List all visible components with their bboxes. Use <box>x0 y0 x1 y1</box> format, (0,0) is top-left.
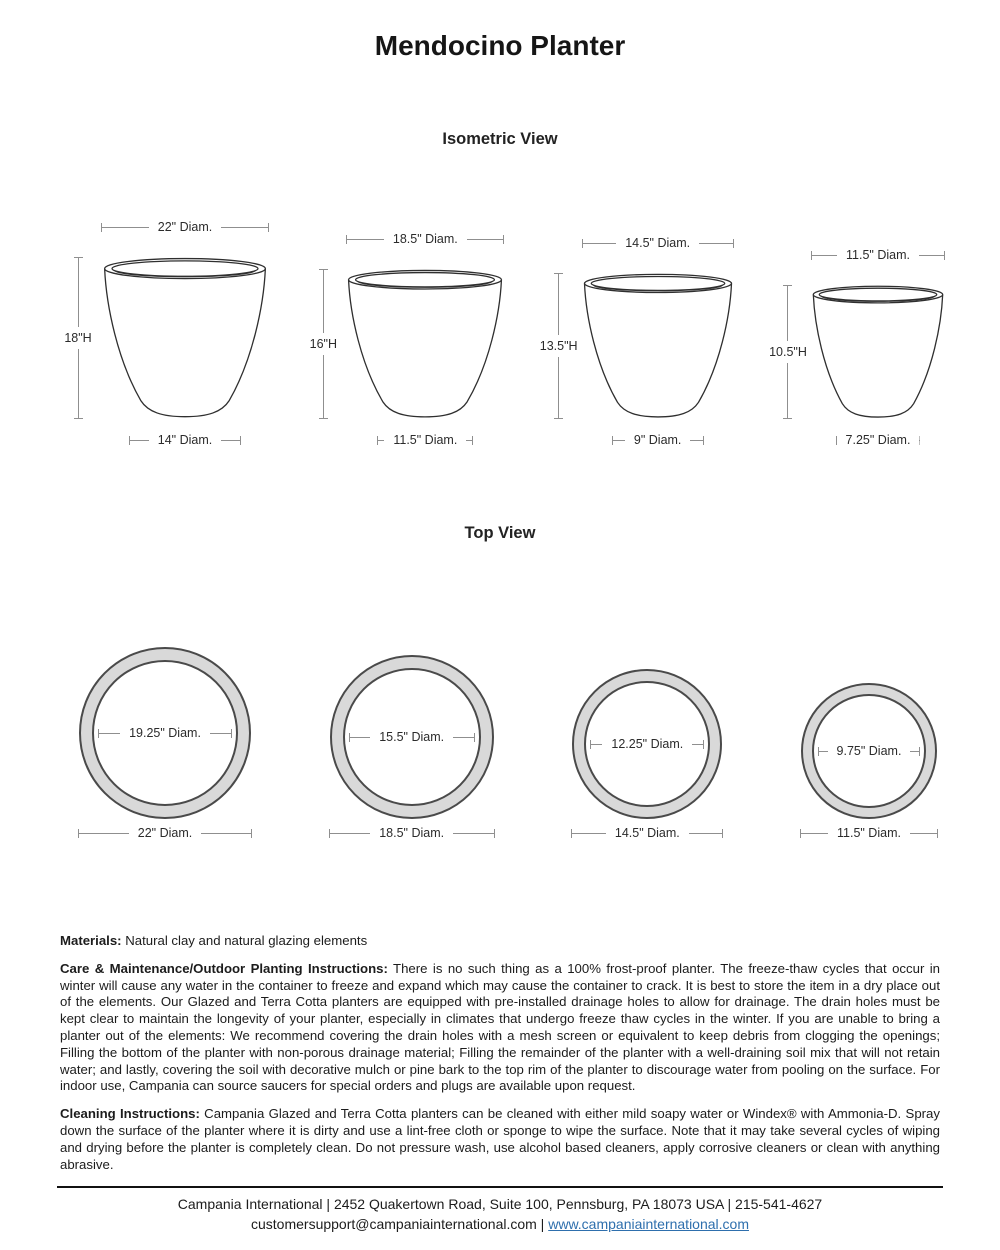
height-dimension <box>300 269 346 419</box>
planter-drawing <box>347 269 503 419</box>
ring-outer <box>79 647 251 819</box>
footer-address-line: Campania International | 2452 Quakertown Road, Suite 100, Pennsburg, PA 18073 USA | 215-541-4627 <box>177 1196 823 1213</box>
top-diameter-dimension <box>582 235 734 251</box>
ring-figure-22in <box>78 647 252 841</box>
planter-figure-18in <box>300 231 504 448</box>
cleaning-label: Cleaning Instructions: <box>60 1106 200 1122</box>
bottom-diameter-label: 7.25" Diam. <box>845 432 911 447</box>
inner-diameter-label: 19.25" Diam. <box>129 725 201 740</box>
planter-drawing <box>583 273 733 419</box>
height-dimension <box>55 257 101 419</box>
height-dimension <box>765 285 811 419</box>
ring-figure-14in <box>571 669 723 841</box>
top-diameter-dimension <box>811 247 945 263</box>
top-view-row <box>0 647 1000 841</box>
instructions-section <box>60 933 940 1173</box>
height-label: 16"H <box>309 336 338 351</box>
page-title: Mendocino Planter <box>374 30 626 61</box>
pot-body <box>105 269 266 417</box>
planter-figure-14in <box>536 235 734 448</box>
outer-diameter-label: 22" Diam. <box>137 825 193 840</box>
height-label: 10.5"H <box>769 344 807 359</box>
isometric-view-row <box>0 219 1000 448</box>
top-diameter-label: 11.5" Diam. <box>846 247 910 262</box>
outer-diameter-label: 18.5" Diam. <box>379 825 445 840</box>
bottom-diameter-dimension <box>129 432 241 448</box>
outer-diameter-label: 11.5" Diam. <box>837 825 901 840</box>
top-diameter-dimension <box>101 219 269 235</box>
care-label: Care & Maintenance/Outdoor Planting Instructions: <box>60 960 388 976</box>
bottom-diameter-dimension <box>377 432 473 448</box>
ring-outer <box>572 669 722 819</box>
planter-drawing <box>103 257 267 419</box>
ring-figure-11in <box>800 683 938 841</box>
planter-drawing <box>812 285 944 419</box>
care-paragraph <box>60 961 940 1095</box>
footer-contact-line <box>0 1215 1000 1235</box>
bottom-diameter-dimension <box>836 432 920 448</box>
planter-figure-22in <box>55 219 269 448</box>
inner-diameter-dimension <box>590 736 704 752</box>
footer <box>0 1195 1000 1234</box>
height-dimension <box>536 273 582 419</box>
section-heading-top-view: Top View <box>464 524 536 542</box>
outer-diameter-dimension <box>329 825 495 841</box>
section-heading-isometric: Isometric View <box>442 130 558 148</box>
outer-diameter-dimension <box>78 825 252 841</box>
ring-outer <box>330 655 494 819</box>
top-diameter-label: 18.5" Diam. <box>392 231 458 246</box>
materials-label: Materials: <box>60 933 122 948</box>
cleaning-text: Campania Glazed and Terra Cotta planters can be cleaned with either mild soapy water or Windex® with Ammonia-D. Spray down the surface of the planter where it is dirty and use a lint-free cloth or sponge to wipe the surface. Note that it may take several cycles of wiping and drying before the planter is completely clean. Do not pressure wash, use alcohol based cleaners, apply corrosive cleaners or clean with anything abrasive. <box>60 1106 940 1172</box>
outer-diameter-label: 14.5" Diam. <box>614 825 680 840</box>
outer-diameter-dimension <box>571 825 723 841</box>
footer-email: customersupport@campaniainternational.com <box>251 1215 537 1232</box>
ring-figure-18in <box>329 655 495 841</box>
pot-rim-inner <box>112 261 258 276</box>
materials-paragraph <box>60 933 940 950</box>
bottom-diameter-label: 9" Diam. <box>633 432 682 447</box>
inner-diameter-label: 15.5" Diam. <box>379 729 445 744</box>
materials-text: Natural clay and natural glazing elements <box>125 933 368 948</box>
height-label: 18"H <box>64 330 92 345</box>
cleaning-paragraph <box>60 1106 940 1173</box>
footer-rule <box>57 1186 943 1188</box>
inner-diameter-label: 12.25" Diam. <box>611 736 684 751</box>
planter-figure-11in <box>765 247 945 448</box>
care-text: There is no such thing as a 100% frost-proof planter. The freeze-thaw cycles that occur in winter will cause any water in the container to freeze and expand which may cause the container to crack. It is best to store the item in a dry place out of the elements. Our Glazed and Terra Cotta planters are equipped with pre-installed drainage holes to allow for drainage. The drain holes must be kept clear to maintain the longevity of your planter, especially in climates that undergo freeze thaw cycles in the winter. If you are unable to bring a planter out of the elements: We recommend covering the drain holes with a mesh screen or equivalent to keep debris from clogging the openings; Filling the bottom of the planter with non-porous drainage material; Filling the remainder of the planter with a well-draining soil mix that will not retain water; and lastly, covering the soil with decorative mulch or pine bark to the top rim of the planter to discourage water from pooling on the surface. For indoor use, Campania can source saucers for special orders and plugs are available upon request. <box>60 960 940 1094</box>
pot-body <box>584 283 731 416</box>
footer-website-link[interactable]: www.campaniainternational.com <box>548 1215 749 1232</box>
inner-diameter-dimension <box>98 725 232 741</box>
top-diameter-label: 22" Diam. <box>157 219 213 234</box>
outer-diameter-dimension <box>800 825 938 841</box>
inner-diameter-dimension <box>349 729 475 745</box>
ring-outer <box>801 683 937 819</box>
bottom-diameter-dimension <box>612 432 704 448</box>
pot-body <box>813 295 942 418</box>
bottom-diameter-label: 14" Diam. <box>157 432 213 447</box>
inner-diameter-dimension <box>818 743 920 759</box>
footer-separator: | <box>536 1215 549 1232</box>
pot-body <box>349 280 502 417</box>
inner-diameter-label: 9.75" Diam. <box>836 743 902 758</box>
top-diameter-dimension <box>346 231 504 247</box>
height-label: 13.5"H <box>539 338 578 353</box>
bottom-diameter-label: 11.5" Diam. <box>393 432 458 447</box>
top-diameter-label: 14.5" Diam. <box>625 235 691 250</box>
